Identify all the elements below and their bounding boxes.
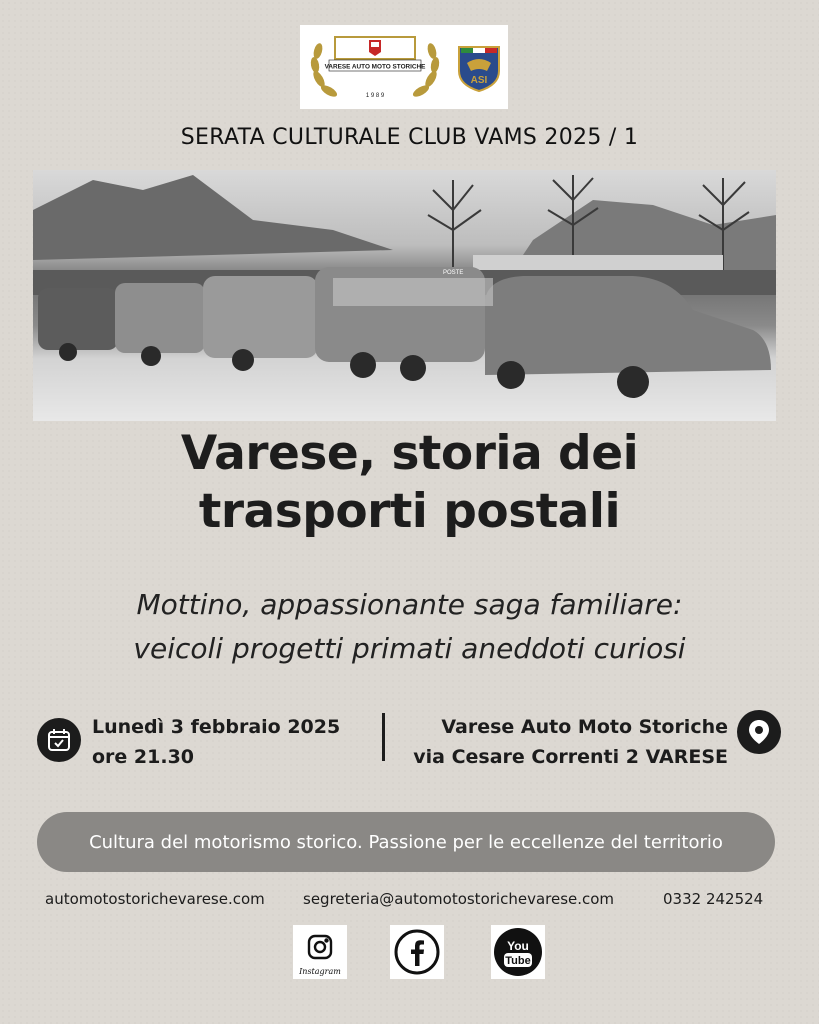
youtube-icon[interactable] [491,925,545,979]
facebook-icon[interactable] [390,925,444,979]
asi-logo [455,41,503,93]
phone-number: 0332 242524 [663,890,764,908]
main-title-line2: trasporti postali [198,484,621,539]
historic-photo [33,170,776,421]
asi-logo-text: ASI [470,75,488,86]
email-link[interactable]: segreteria@automotostorichevarese.com [303,890,615,908]
venue-address: via Cesare Correnti 2 VARESE [413,746,728,768]
logo-panel [300,25,508,109]
website-link[interactable]: automotostorichevarese.com [45,890,265,908]
event-datetime [92,712,340,772]
event-venue [413,712,728,772]
youtube-text-bottom: Tube [505,955,531,967]
vams-logo-text: VARESE AUTO MOTO STORICHE [324,63,426,71]
vams-logo-year: 1 9 8 9 [365,93,385,99]
calendar-icon [37,718,81,762]
divider [382,713,385,761]
youtube-text-top: You [507,939,529,953]
location-pin-icon [737,710,781,754]
photo-label: POSTE [443,270,464,276]
subtitle-line2: veicoli progetti primati aneddoti curiosi [133,632,686,665]
tagline-banner: Cultura del motorismo storico. Passione per le eccellenze del territorio [37,812,775,872]
main-title [0,425,819,541]
instagram-icon[interactable] [293,925,347,979]
subtitle [0,583,819,671]
venue-name: Varese Auto Moto Storiche [441,716,728,738]
subtitle-line1: Mottino, appassionante saga familiare: [136,588,683,621]
event-series-heading: SERATA CULTURALE CLUB VAMS 2025 / 1 [180,125,639,150]
vams-logo [305,29,445,105]
instagram-label: Instagram [299,967,341,976]
event-date: Lunedì 3 febbraio 2025 [92,716,341,738]
main-title-line1: Varese, storia dei [180,426,639,481]
event-time: ore 21.30 [92,746,195,768]
